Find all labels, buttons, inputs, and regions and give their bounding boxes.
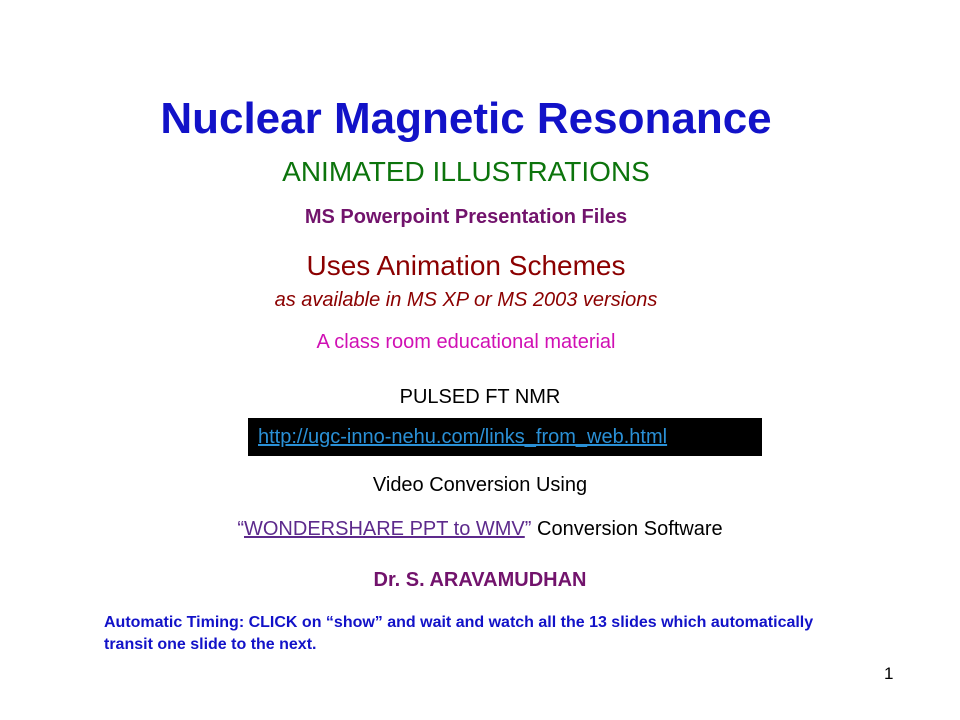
- versions-note: as available in MS XP or MS 2003 versions: [274, 289, 658, 311]
- wondershare-link[interactable]: WONDERSHARE PPT to WMV: [244, 518, 525, 540]
- uses-animation-heading: Uses Animation Schemes: [306, 250, 626, 281]
- slide-number: 1: [884, 664, 894, 683]
- automatic-timing-note: Automatic Timing: CLICK on “show” and wait and watch all the 13 slides which automatically transit one slide to the next.: [104, 614, 814, 653]
- url-link-box: [248, 418, 762, 456]
- video-conversion-label: Video Conversion Using: [372, 474, 588, 496]
- open-quote: “: [237, 518, 244, 540]
- author-name: Dr. S. ARAVAMUDHAN: [373, 569, 587, 591]
- web-links-url[interactable]: http://ugc-inno-nehu.com/links_from_web.html: [258, 426, 668, 448]
- close-quote: ”: [524, 518, 532, 540]
- pulsed-ft-nmr-label: PULSED FT NMR: [399, 386, 561, 408]
- conversion-software-line: [0, 518, 960, 541]
- slide-subtitle: ANIMATED ILLUSTRATIONS: [282, 156, 650, 187]
- conversion-software-suffix: Conversion Software: [531, 518, 723, 540]
- slide-title: Nuclear Magnetic Resonance: [160, 94, 772, 143]
- file-type-label: MS Powerpoint Presentation Files: [304, 206, 628, 228]
- classroom-note: A class room educational material: [316, 331, 616, 353]
